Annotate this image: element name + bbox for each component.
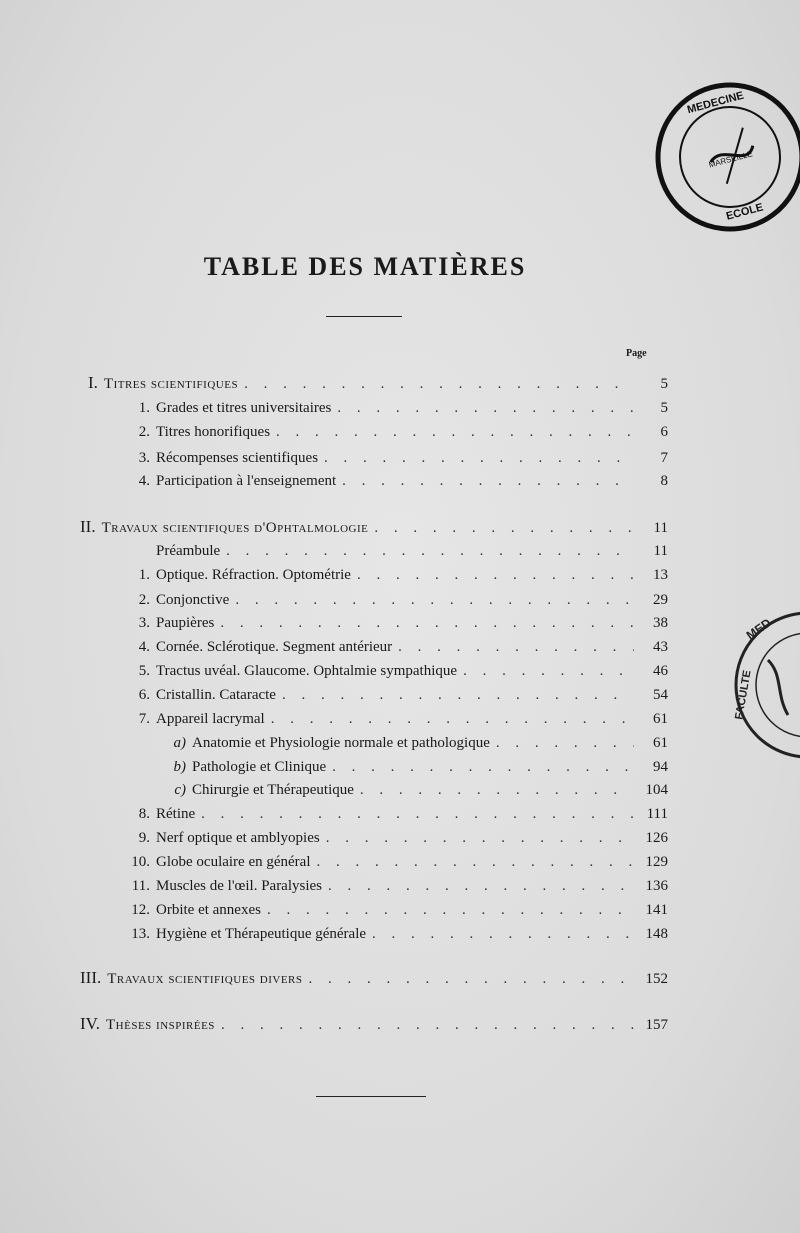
page-number: 38 xyxy=(653,615,668,631)
page-number: 61 xyxy=(653,711,668,727)
entry-label: Titres honorifiques xyxy=(156,424,271,440)
page-number: 126 xyxy=(645,830,668,846)
entry-label: Pathologie et Clinique xyxy=(192,759,327,775)
entry-label: Cornée. Sclérotique. Segment antérieur xyxy=(156,639,393,655)
toc-entry[interactable] xyxy=(120,660,668,682)
entry-label: Participation à l'enseignement xyxy=(156,473,337,489)
page-number: 148 xyxy=(645,926,668,942)
dot-leader xyxy=(282,684,634,706)
toc-entry[interactable] xyxy=(120,447,668,469)
toc-entry[interactable] xyxy=(120,397,668,419)
svg-text:FACULTE: FACULTE xyxy=(733,669,754,721)
dot-leader xyxy=(235,589,634,611)
entry-label: Grades et titres universitaires xyxy=(156,400,332,416)
dot-leader xyxy=(372,923,634,945)
dot-leader xyxy=(374,517,634,539)
page-number: 5 xyxy=(660,376,668,392)
svg-text:MED: MED xyxy=(743,615,774,643)
svg-text:MARSEILLE: MARSEILLE xyxy=(707,149,754,170)
entry-letter: c) xyxy=(174,782,186,798)
page-number: 61 xyxy=(653,735,668,751)
entry-number: 3. xyxy=(138,615,150,631)
toc-entry[interactable] xyxy=(120,589,668,611)
page-number: 104 xyxy=(645,782,668,798)
toc-subentry[interactable] xyxy=(156,756,668,778)
dot-leader xyxy=(463,660,634,682)
page-number: 5 xyxy=(660,400,668,416)
entry-label: Anatomie et Physiologie normale et pathologique xyxy=(192,735,490,751)
entry-label: Paupières xyxy=(156,615,215,631)
svg-text:ECOLE: ECOLE xyxy=(724,201,765,223)
dot-leader xyxy=(324,447,634,469)
dot-leader xyxy=(271,708,634,730)
entry-label: Chirurgie et Thérapeutique xyxy=(192,782,354,798)
page-column-label: Page xyxy=(626,348,647,359)
toc-section-4[interactable] xyxy=(80,1013,668,1035)
toc-entry[interactable] xyxy=(120,684,668,706)
entry-number: 4. xyxy=(138,639,150,655)
dot-leader xyxy=(357,564,634,586)
entry-label: Récompenses scientifiques xyxy=(156,450,319,466)
page-number: 7 xyxy=(660,450,668,466)
toc-section-3[interactable] xyxy=(80,967,668,989)
entry-label: Muscles de l'œil. Paralysies xyxy=(156,878,323,894)
entry-number: 8. xyxy=(138,806,150,822)
page-number: 157 xyxy=(645,1017,668,1033)
toc-entry[interactable] xyxy=(120,875,668,897)
dot-leader xyxy=(337,397,634,419)
dot-leader xyxy=(201,803,634,825)
toc-entry[interactable] xyxy=(120,899,668,921)
toc-entry[interactable] xyxy=(120,612,668,634)
entry-number: 2. xyxy=(138,424,150,440)
section-numeral: II. xyxy=(80,517,96,536)
dot-leader xyxy=(317,851,634,873)
entry-label: Globe oculaire en général xyxy=(156,854,311,870)
dot-leader xyxy=(326,827,634,849)
toc-entry[interactable] xyxy=(120,636,668,658)
entry-number: 1. xyxy=(138,400,150,416)
dot-leader xyxy=(342,470,634,492)
entry-number: 1. xyxy=(138,567,150,583)
page-number: 152 xyxy=(645,971,668,987)
entry-number: 10. xyxy=(131,854,150,870)
page-number: 29 xyxy=(653,592,668,608)
section-numeral: IV. xyxy=(80,1014,100,1033)
section-label: Travaux scientifiques d'Ophtalmologie xyxy=(101,520,369,536)
toc-entry[interactable] xyxy=(156,540,668,562)
section-label: Thèses inspirées xyxy=(106,1017,215,1033)
page-number: 43 xyxy=(653,639,668,655)
entry-label: Rétine xyxy=(156,806,196,822)
page-number: 54 xyxy=(653,687,668,703)
dot-leader xyxy=(398,636,634,658)
svg-text:MEDECINE: MEDECINE xyxy=(685,89,746,117)
dot-leader xyxy=(226,540,634,562)
dot-leader xyxy=(328,875,634,897)
library-stamp xyxy=(650,62,800,252)
page-number: 46 xyxy=(653,663,668,679)
page-number: 136 xyxy=(645,878,668,894)
toc-entry[interactable] xyxy=(120,827,668,849)
toc-section-1[interactable] xyxy=(88,372,668,394)
dot-leader xyxy=(496,732,634,754)
page-number: 11 xyxy=(653,520,668,536)
toc-entry[interactable] xyxy=(120,851,668,873)
dot-leader xyxy=(244,373,634,395)
toc-entry[interactable] xyxy=(120,708,668,730)
entry-label: Hygiène et Thérapeutique générale xyxy=(156,926,367,942)
section-label: Travaux scientifiques divers xyxy=(107,971,303,987)
toc-entry[interactable] xyxy=(120,421,668,443)
page-number: 129 xyxy=(645,854,668,870)
section-numeral: III. xyxy=(80,968,102,987)
dot-leader xyxy=(267,899,634,921)
entry-label: Orbite et annexes xyxy=(156,902,261,918)
entry-label: Tractus uvéal. Glaucome. Ophtalmie sympathique xyxy=(156,663,458,679)
entry-letter: a) xyxy=(173,735,186,751)
dot-leader xyxy=(220,612,634,634)
page-number: 94 xyxy=(653,759,668,775)
toc-section-2[interactable] xyxy=(80,516,668,538)
dot-leader xyxy=(360,779,634,801)
entry-number: 2. xyxy=(138,592,150,608)
section-numeral: I. xyxy=(88,373,98,392)
entry-label: Optique. Réfraction. Optométrie xyxy=(156,567,351,583)
entry-number: 12. xyxy=(131,902,150,918)
dot-leader xyxy=(309,968,634,990)
section-label: Titres scientifiques xyxy=(103,376,239,392)
entry-number: 4. xyxy=(138,473,150,489)
page-number: 6 xyxy=(660,424,668,440)
dot-leader xyxy=(276,421,634,443)
entry-label: Conjonctive xyxy=(156,592,230,608)
entry-number: 11. xyxy=(131,878,150,894)
faculty-stamp xyxy=(728,600,800,770)
toc-entry[interactable] xyxy=(120,564,668,586)
bottom-rule xyxy=(316,1096,426,1097)
toc-subentry[interactable] xyxy=(156,732,668,754)
entry-label: Appareil lacrymal xyxy=(156,711,265,727)
entry-number: 6. xyxy=(138,687,150,703)
toc-subentry[interactable] xyxy=(156,779,668,801)
page-title: TABLE DES MATIÈRES xyxy=(203,252,527,281)
dot-leader xyxy=(332,756,634,778)
toc-entry[interactable] xyxy=(120,923,668,945)
toc-entry[interactable] xyxy=(120,470,668,492)
toc-entry[interactable] xyxy=(120,803,668,825)
entry-label: Préambule xyxy=(156,543,221,559)
entry-number: 7. xyxy=(138,711,150,727)
entry-label: Cristallin. Cataracte xyxy=(156,687,276,703)
title-rule xyxy=(326,316,402,317)
page-number: 13 xyxy=(653,567,668,583)
dot-leader xyxy=(221,1014,634,1036)
page-number: 8 xyxy=(660,473,668,489)
entry-number: 5. xyxy=(138,663,150,679)
entry-letter: b) xyxy=(173,759,186,775)
entry-number: 3. xyxy=(138,450,150,466)
entry-number: 9. xyxy=(138,830,150,846)
page-number: 11 xyxy=(653,543,668,559)
page-number: 111 xyxy=(646,806,668,822)
entry-label: Nerf optique et amblyopies xyxy=(156,830,320,846)
entry-number: 13. xyxy=(131,926,150,942)
page-number: 141 xyxy=(645,902,668,918)
